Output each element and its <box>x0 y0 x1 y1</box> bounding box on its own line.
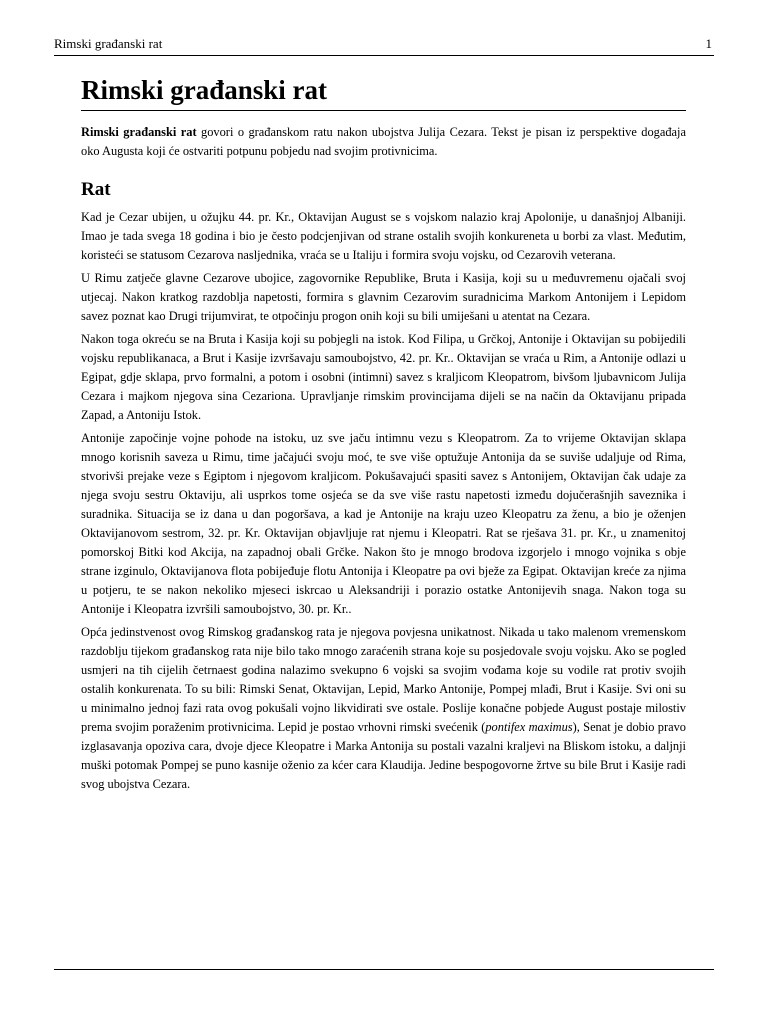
paragraph-4: Antonije započinje vojne pohode na istoku, uz sve jaču intimnu vezu s Kleopatrom. Za to vrijeme Oktavijan sklapa mnogo korisnih saveza u Rimu, time jačajući svoju moć, te sve više optužuje Antonija da se suviše udaljuje od Rima, stvorivši prejake veze s Egiptom i njegovom kraljicom. Pokušavajući spasiti savez s Antonijem, Oktavijan čak udaje za njega svoju sestru Oktaviju, ali usprkos tome osjeća se da sve više rastu napetosti između dojučerašnjih saveznika i suradnika. Situacija se iz dana u dan pogoršava, a kad je Antonije na kraju uzeo Kleopatru za ženu, a bio je oženjen Oktavijanovom sestrom, 32. pr. Kr. Oktavijan objavljuje rat njemu i Kleopatri. Rat se rješava 31. pr. Kr., u znamenitoj pomorskoj Bitki kod Akcija, na zapadnoj obali Grčke. Nakon što je mnogo brodova izgorjelo i mnogo vojnika s obje strane izginulo, Oktavijanova flota pobijeđuje flotu Antonija i Kleopatre pa ovi bježe za Egipat. Oktavijan kreće za njima u potjeru, te se nakon nekoliko mjeseci iskrcao u Aleksandriji i porazio ostatke Antonijevih snaga. Nakon toga su Antonije i Kleopatra izvršili samoubojstvo, 30. pr. Kr.. <box>81 431 686 616</box>
running-title: Rimski građanski rat <box>54 36 163 51</box>
section-heading-rat: Rat <box>81 179 111 200</box>
lead-paragraph <box>81 123 686 161</box>
paragraph-3: Nakon toga okreću se na Bruta i Kasija koji su pobjegli na istok. Kod Filipa, u Grčkoj, Antonije i Oktavijan su pobijedili vojsku republikanaca, a Brut i Kasije izvršavaju samoubojstvo, 42. pr. Kr.. Oktavijan se vraća u Rim, a Antonije odlazi u Egipat, gdje sklapa, prvo formalni, a potom i osobni (intimni) savez s kraljicom Kleopatrom, bivšom ljubavnicom Julija Cezara i majkom njegova sina Cezariona. Upravljanje rimskim provincijama dijeli se na način da Oktavijanu pripada Zapad, a Antoniju Istok. <box>81 332 686 422</box>
paragraph-5-text: Opća jedinstvenost ovog Rimskog građanskog rata je njegova povjesna unikatnost. Nikada u tako malenom vremenskom razdoblju tijekom građanskog rata nije bilo tako mnogo zaraćenih strana koje su posjedovale svoju vojsku. Ako se pogled usmjeri na tih cijelih četrnaest godina nalazimo svekupno 6 vojski sa svojim vođama koje su vodile rat protiv svojih ostalih konkurenata. To su bili: Rimski Senat, Oktavijan, Lepid, Marko Antonije, Pompej mlađi, Brut i Kasije. Svi oni su u minimalno jednoj fazi rata ovog pokušali vojno likvidirati sve ostale. Poslije konačne pobjede August postaje milostiv prema svojim poraženim protivnicima. Lepid je postao vrhovni rimski svećenik ( <box>81 625 686 734</box>
page-number: 1 <box>705 36 712 51</box>
lead-text: govori o građanskom ratu nakon ubojstva Julija Cezara. Tekst je pisan iz perspektive događaja oko Augusta koji će ostvariti potpunu pobjedu nad svojim protivnicima. <box>81 125 686 158</box>
paragraph-2: U Rimu zatječe glavne Cezarove ubojice, zagovornike Republike, Bruta i Kasija, koji su u međuvremenu ojačali svoj utjecaj. Nakon kratkog razdoblja napetosti, formira s glavnim Cezarovim suradnicima Markom Antonijem i Lepidom savez poznat kao Drugi trijumvirat, te otpočinju progon onih koji su bili umiješani u atentat na Cezara. <box>81 271 686 323</box>
lead-term: Rimski građanski rat <box>81 125 197 139</box>
article-content <box>81 72 686 798</box>
paragraph-1: Kad je Cezar ubijen, u ožujku 44. pr. Kr., Oktavijan August se s vojskom nalazio kraj Apolonije, u današnjoj Albaniji. Imao je tada svega 18 godina i bio je često podcjenjivan od strane ostalih svojih konkureneta u borbi za vlast. Međutim, koristeći se statusom Cezarova nasljednika, vraća se u Italiju i formira svoju vojsku, od Cezarovih veterana. <box>81 210 686 262</box>
paragraph-5 <box>81 623 686 794</box>
running-header <box>54 35 714 56</box>
page-title: Rimski građanski rat <box>81 72 686 111</box>
latin-term: pontifex maximus <box>485 720 573 734</box>
paragraph-5-continuation: ), Senat je dobio pravo izglasavanja opoziva cara, dvoje djece Kleopatre i Marka Antonija su postali vazalni kraljevi na Bliskom istoku, a daljnji muški potomak Pompej se puno kasnije oženio za kćer cara Klaudija. Jedine bespogovorne žrtve su bile Brut i Kasije radi svog ubojstva Cezara. <box>81 720 686 791</box>
footer-rule <box>54 969 714 970</box>
